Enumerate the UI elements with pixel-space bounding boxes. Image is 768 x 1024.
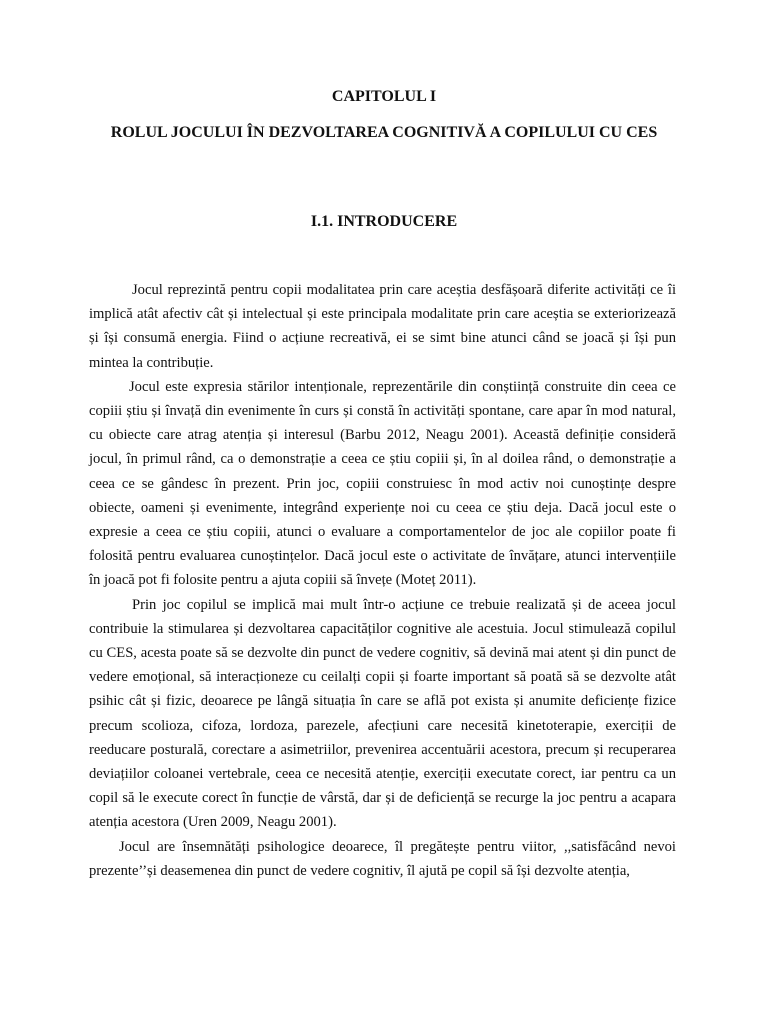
chapter-label: CAPITOLUL I [331, 88, 437, 105]
paragraph: Jocul reprezintă pentru copii modalitatea prin care aceștia desfășoară diferite activități ce îi implică atât afectiv cât și intelectual și este principala modalitate prin care aceștia se exteriorizează și își consumă energia. Fiind o acțiune recreativă, ei se simt bine atunci când se joacă și își pun mintea la contribuție. [89, 282, 676, 371]
paragraph: Prin joc copilul se implică mai mult într-o acțiune ce trebuie realizată și de aceea jocul contribuie la stimularea și dezvoltarea capacităților cognitive ale acestuia. Jocul stimulează copilul cu CES, acesta poate să se dezvolte din punct de vedere cognitiv, să devină mai atent și din punct de vedere emoțional, să interacționeze cu ceilalți copii și foarte important să poată să se dezvolte atât psihic cât și fizic, deoarece pe lângă situația în care se află pot exista și anumite deficiențe fizice precum scolioza, cifoza, lordoza, parezele, afecțiuni care necesită kinetoterapie, exerciții de reeducare posturală, corectare a asimetriilor, prevenirea accentuării acestora, precum și recuperarea deviațiilor coloanei vertebrale, ceea ce necesită atenție, exerciții executate corect, iar pentru ca un copil să le execute corect în funcție de vârstă, dar și de deficiență se recurge la joc pentru a acapara atenția acestora (Uren 2009, Neagu 2001). [89, 596, 676, 831]
body-text [89, 278, 676, 883]
paragraph: Jocul este expresia stărilor intenționale, reprezentările din conștiință construite din ceea ce copiii știu și învață din evenimente în curs și constă în activități spontane, care apar în mod natural, cu obiecte care atrag atenția și interesul (Barbu 2012, Neagu 2001). Această definiție consideră jocul, în primul rând, ca o demonstrație a ceea ce știu copiii și, în al doilea rând, o demonstrație a ceea ce se gândesc în prezent. Prin joc, copiii construiesc în mod activ noi cunoștințe despre obiecte, oameni și evenimente, integrând experiențe noi cu ceea ce știu deja. Dacă jocul este o expresie a ceea ce știu copiii, atunci o evaluare a comportamentelor de joc ale copiilor poate fi folosită pentru evaluarea cunoștințelor. Dacă jocul este o activitate de învățare, atunci intervențiile în joacă pot fi folosite pentru a ajuta copiii să învețe (Moteț 2011). [89, 378, 676, 589]
section-title: I.1. INTRODUCERE [310, 213, 458, 230]
chapter-title: ROLUL JOCULUI ÎN DEZVOLTAREA COGNITIVĂ A COPILULUI CU CES [110, 124, 658, 141]
paragraph: Jocul are însemnătăți psihologice deoarece, îl pregătește pentru viitor, ,,satisfăcând nevoi prezente’’și deasemenea din punct de vedere cognitiv, îl ajută pe copil să își dezvolte atenția, [89, 838, 676, 879]
